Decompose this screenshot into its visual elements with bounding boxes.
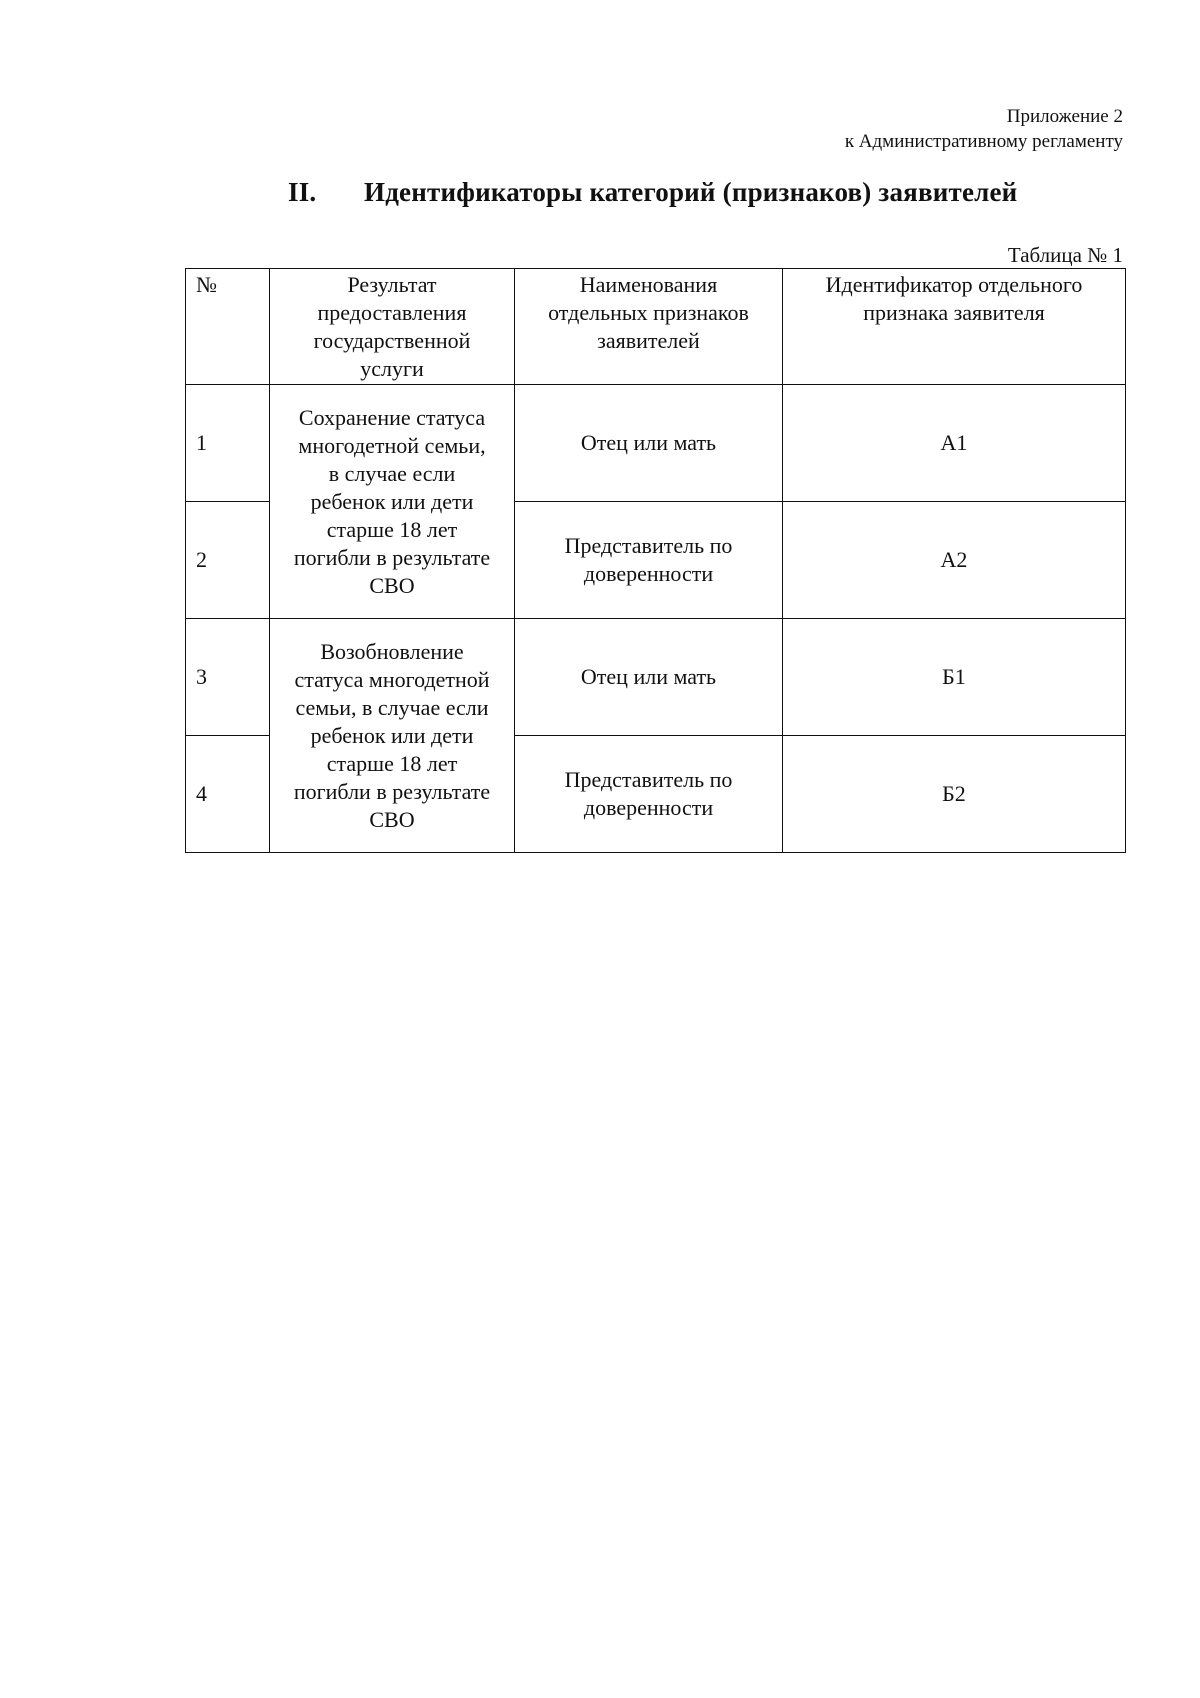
identifier-cell: Б1	[783, 619, 1126, 736]
section-heading	[288, 177, 1017, 208]
section-title: Идентификаторы категорий (признаков) заявителей	[364, 177, 1018, 207]
applicant-name-cell: Представитель по доверенности	[515, 502, 783, 619]
table-row	[186, 619, 1126, 736]
header-result: Результат предоставления государственной услуги	[270, 269, 515, 385]
appendix-line-2: к Административному регламенту	[844, 131, 1123, 152]
result-cell: Сохранение статуса многодетной семьи, в случае если ребенок или дети старше 18 лет погибли в результате СВО	[270, 385, 515, 619]
identifier-cell: А1	[783, 385, 1126, 502]
section-number: II.	[288, 177, 317, 207]
applicant-identifiers-table	[185, 268, 1126, 853]
appendix-line-1: Приложение 2	[1006, 106, 1123, 127]
identifier-cell: А2	[783, 502, 1126, 619]
table-caption: Таблица № 1	[1007, 243, 1123, 267]
applicant-name-cell: Представитель по доверенности	[515, 736, 783, 853]
applicant-name-cell: Отец или мать	[515, 385, 783, 502]
result-cell: Возобновление статуса многодетной семьи, в случае если ребенок или дети старше 18 лет погибли в результате СВО	[270, 619, 515, 853]
row-num: 4	[186, 736, 270, 853]
row-num: 1	[186, 385, 270, 502]
identifier-cell: Б2	[783, 736, 1126, 853]
table-row	[186, 385, 1126, 502]
table-header-row	[186, 269, 1126, 385]
header-num: №	[186, 269, 270, 385]
header-names: Наименования отдельных признаков заявителей	[515, 269, 783, 385]
header-identifier: Идентификатор отдельного признака заявителя	[783, 269, 1126, 385]
row-num: 2	[186, 502, 270, 619]
row-num: 3	[186, 619, 270, 736]
appendix-note	[845, 104, 1123, 154]
applicant-name-cell: Отец или мать	[515, 619, 783, 736]
